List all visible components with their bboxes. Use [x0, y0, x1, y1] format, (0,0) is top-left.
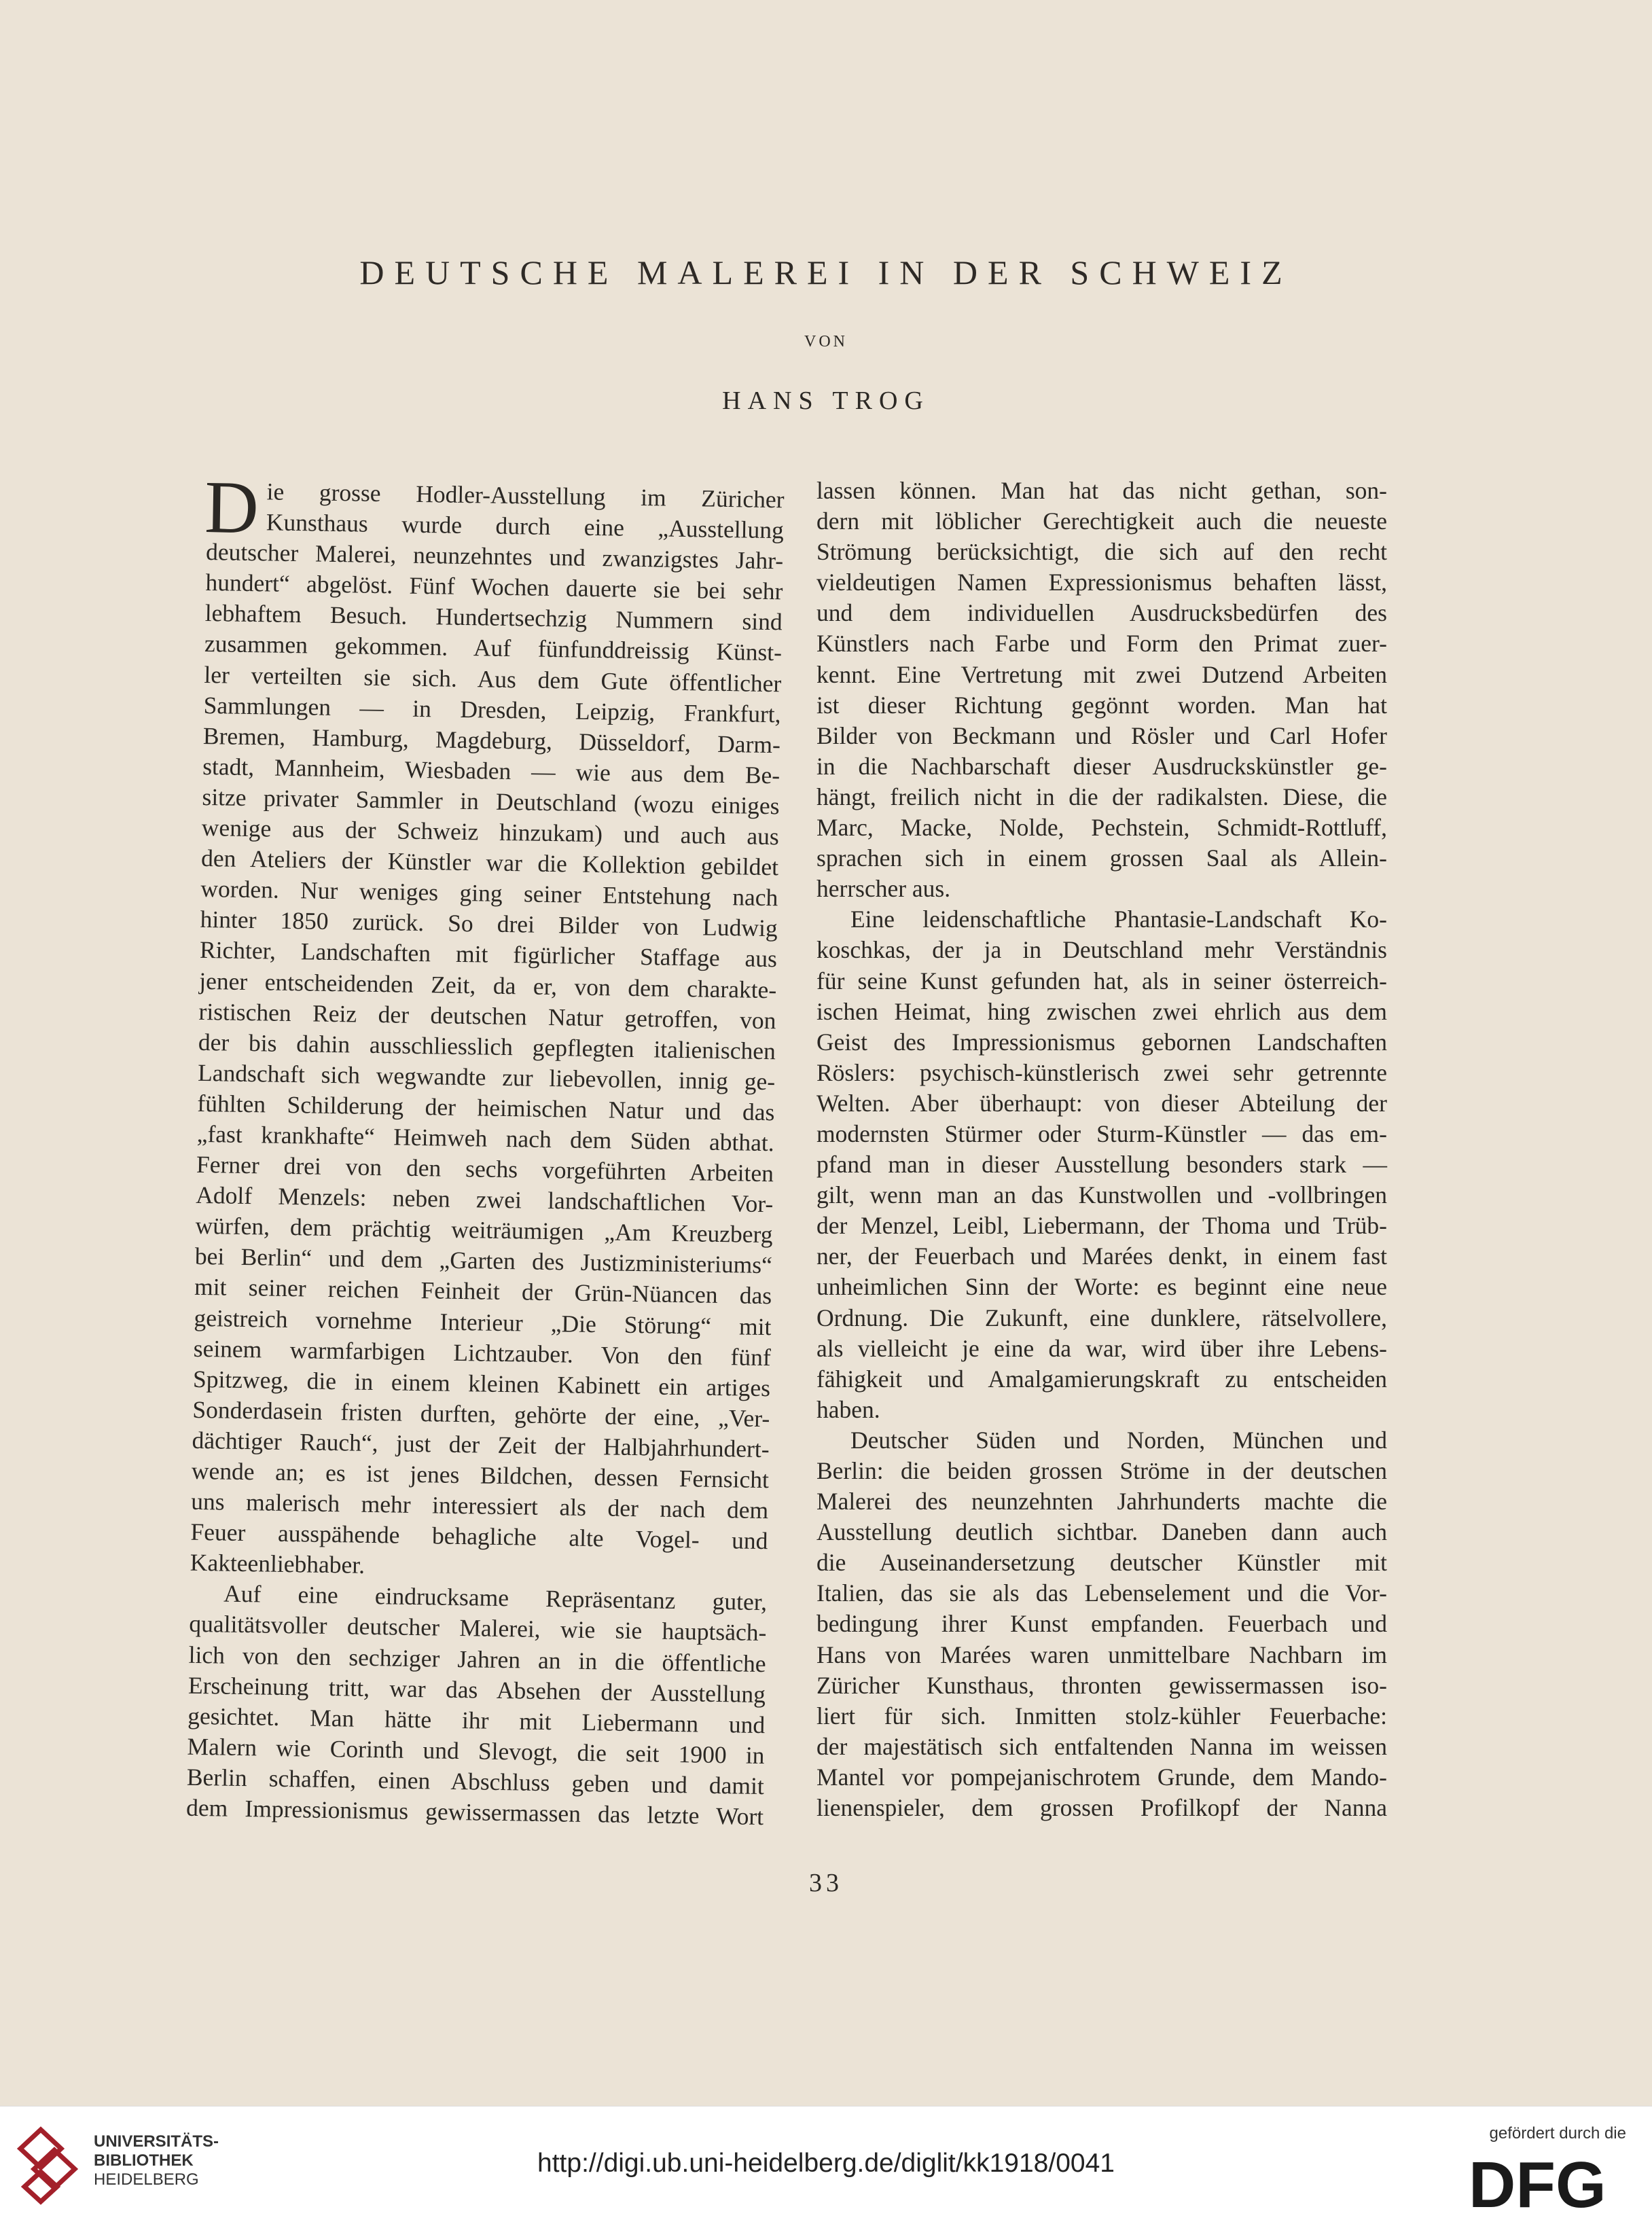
left-column-line: lich von den sechziger Jahren an in die öffentliche	[188, 1641, 766, 1677]
right-column-line: Geist des Impressionismus gebornen Landschaften	[816, 1028, 1387, 1056]
library-name-line1: UNIVERSITÄTS-	[94, 2132, 219, 2151]
library-name-line3: HEIDELBERG	[94, 2170, 199, 2189]
digitization-footer	[0, 2106, 1652, 2222]
left-column-line: Sonderdasein fristen durften, gehörte der eine, „Ver-	[192, 1395, 770, 1432]
left-column-line: deutscher Malerei, neunzehntes und zwanzigstes Jahr-	[205, 538, 784, 575]
right-column-line: Röslers: psychisch-künstlerisch zwei sehr getrennte	[816, 1058, 1387, 1086]
author-name: HANS TROG	[722, 387, 930, 415]
right-column-line: der Menzel, Leibl, Liebermann, der Thoma und Trüb-	[816, 1212, 1387, 1240]
right-column-line: ischen Heimat, hing zwischen zwei ehrlich aus dem	[816, 997, 1387, 1025]
left-column-line: Bremen, Hamburg, Magdeburg, Düsseldorf, Darm-	[202, 721, 781, 759]
funding-label: gefördert durch die	[1489, 2124, 1626, 2143]
left-column-line: dem Impressionismus gewissermassen das letzte Wort	[185, 1793, 764, 1831]
left-column-line: sitze privater Sammler in Deutschland (wozu einiges	[202, 783, 780, 820]
left-column-line: Feuer ausspähende behagliche alte Vogel- und	[190, 1518, 768, 1555]
right-column-line: Italien, das sie als das Lebenselement und die Vor-	[816, 1579, 1387, 1607]
right-column-line: lassen können. Man hat das nicht gethan, son-	[816, 477, 1387, 504]
left-column-line: gesichtet. Man hätte ihr mit Liebermann und	[187, 1702, 766, 1738]
right-column-line: Eine leidenschaftliche Phantasie-Landschaft Ko-	[850, 906, 1387, 933]
left-column-line: Kunsthaus wurde durch eine „Ausstellung	[266, 508, 785, 544]
left-column-line: dächtiger Rauch“, just der Zeit der Halbjahrhundert-	[192, 1426, 770, 1463]
right-column-line: und dem individuellen Ausdrucksbedürfen des	[816, 599, 1387, 627]
right-column-line: Malerei des neunzehnten Jahrhunderts machte die	[816, 1488, 1387, 1516]
right-column-line: lienenspieler, dem grossen Profilkopf der Nanna	[816, 1794, 1387, 1822]
right-column-line: ner, der Feuerbach und Marées denkt, in einem fast	[816, 1242, 1387, 1270]
left-column-line: uns malerisch mehr interessiert als der nach dem	[190, 1487, 769, 1524]
left-column-line: Erscheinung tritt, war das Absehen der Ausstellung	[187, 1671, 766, 1708]
left-column-line: fühlten Schilderung der heimischen Natur und das	[197, 1089, 775, 1126]
right-column-line: gilt, wenn man an das Kunstwollen und -vollbringen	[816, 1181, 1387, 1209]
right-column-line: dern mit löblicher Gerechtigkeit auch die neueste	[816, 507, 1387, 535]
left-column-line: Adolf Menzels: neben zwei landschaftlichen Vor-	[196, 1181, 774, 1218]
permalink-url[interactable]: http://digi.ub.uni-heidelberg.de/diglit/kk1918/0041	[537, 2149, 1115, 2178]
left-column-line: seinem warmfarbigen Lichtzauber. Von den fünf	[193, 1334, 772, 1371]
right-column-line: vieldeutigen Namen Expressionismus behaften lässt,	[816, 569, 1387, 596]
right-column-line: hängt, freilich nicht in die der radikalsten. Diese, die	[816, 783, 1387, 810]
page-number: 33	[809, 1869, 843, 1897]
left-column-line: ler verteilten sie sich. Aus dem Gute öffentlicher	[204, 660, 782, 697]
left-column-line: „fast krankhafte“ Heimweh nach dem Süden abthat.	[196, 1119, 774, 1157]
right-column-line: die Auseinandersetzung deutscher Künstler mit	[816, 1549, 1387, 1577]
left-column-line: der bis dahin ausschliesslich gepflegten italienischen	[198, 1028, 776, 1064]
right-column-line: pfand man in dieser Ausstellung besonders stark —	[816, 1151, 1387, 1179]
right-column-line: liert für sich. Inmitten stolz-kühler Feuerbache:	[816, 1702, 1387, 1730]
article-title: DEUTSCHE MALEREI IN DER SCHWEIZ	[359, 253, 1293, 291]
left-column-line: stadt, Mannheim, Wiesbaden — wie aus dem Be-	[202, 752, 780, 789]
right-column-line: Berlin: die beiden grossen Ströme in der deutschen	[816, 1457, 1387, 1484]
right-column-line: herrscher aus.	[816, 875, 951, 903]
byline-prefix: VON	[804, 333, 848, 351]
right-text-column	[816, 476, 1387, 1823]
left-column-line: hundert“ abgelöst. Fünf Wochen dauerte sie bei sehr	[205, 569, 783, 605]
right-column-line: für seine Kunst gefunden hat, als in seiner österreich-	[816, 967, 1387, 994]
right-column-line: Mantel vor pompejanischrotem Grunde, dem Mando-	[816, 1763, 1387, 1791]
left-column-line: Landschaft sich wegwandte zur liebevollen, innig ge-	[197, 1058, 776, 1096]
left-column-line: qualitätsvoller deutscher Malerei, wie sie hauptsäch-	[189, 1610, 767, 1647]
right-column-line: Ordnung. Die Zukunft, eine dunklere, rätselvollere,	[816, 1304, 1387, 1331]
right-column-line: Ausstellung deutlich sichtbar. Daneben dann auch	[816, 1518, 1387, 1546]
left-column-line: Kakteenliebhaber.	[190, 1549, 365, 1579]
right-column-line: modernsten Stürmer oder Sturm-Künstler — das em-	[816, 1119, 1387, 1147]
left-column-line: hinter 1850 zurück. So drei Bilder von Ludwig	[200, 906, 778, 942]
dfg-logo	[1469, 2151, 1625, 2212]
right-column-line: Marc, Macke, Nolde, Pechstein, Schmidt-Rottluff,	[816, 814, 1387, 842]
right-column-line: in die Nachbarschaft dieser Ausdruckskünstler ge-	[816, 752, 1387, 780]
left-column-line: ristischen Reiz der deutschen Natur getroffen, von	[198, 997, 776, 1034]
library-name-line2: BIBLIOTHEK	[94, 2151, 194, 2170]
left-column-line: zusammen gekommen. Auf fünfunddreissig Künst-	[204, 630, 783, 666]
left-column-line: Sammlungen — in Dresden, Leipzig, Frankfurt,	[203, 691, 781, 728]
right-column-line: unheimlichen Sinn der Worte: es beginnt eine neue	[816, 1273, 1387, 1301]
left-column-line: worden. Nur weniges ging seiner Entstehung nach	[200, 875, 778, 912]
right-column-line: Strömung berücksichtigt, die sich auf den recht	[816, 538, 1387, 566]
left-column-line: den Ateliers der Künstler war die Kollektion gebildet	[200, 844, 779, 881]
right-column-line: Züricher Kunsthaus, thronten gewissermassen iso-	[816, 1671, 1387, 1699]
left-column-line: Ferner drei von den sechs vorgeführten Arbeiten	[196, 1150, 774, 1187]
drop-cap: D	[204, 465, 259, 550]
left-column-line: wende an; es ist jenes Bildchen, dessen Fernsicht	[191, 1456, 770, 1494]
right-column-line: koschkas, der ja in Deutschland mehr Verständnis	[816, 936, 1387, 964]
right-column-line: der majestätisch sich entfaltenden Nanna im weissen	[816, 1732, 1387, 1760]
right-column-line: Deutscher Süden und Norden, München und	[850, 1426, 1387, 1454]
left-column-line: lebhaftem Besuch. Hundertsechzig Nummern sind	[204, 599, 783, 636]
left-column-line: wenige aus der Schweiz hinzukam) und auch aus	[201, 813, 780, 850]
right-column-line: bedingung ihrer Kunst empfanden. Feuerbach und	[816, 1610, 1387, 1638]
right-column-line: Hans von Marées waren unmittelbare Nachbarn im	[816, 1641, 1387, 1668]
left-column-line: Malern wie Corinth und Slevogt, die seit 1900 in	[187, 1732, 765, 1769]
dfg-logo-text: DFG	[1469, 2151, 1606, 2212]
left-text-column	[185, 465, 785, 1832]
left-column-line: Spitzweg, die in einem kleinen Kabinett ein artiges	[192, 1365, 771, 1401]
left-column-line: geistreich vornehme Interieur „Die Störung“ mit	[194, 1304, 772, 1340]
left-column-line: ie grosse Hodler-Ausstellung im Züricher	[266, 478, 785, 514]
right-column-line: als vielleicht je eine da war, wird über ihre Lebens-	[816, 1334, 1387, 1362]
right-column-line: Bilder von Beckmann und Rösler und Carl Hofer	[816, 721, 1387, 749]
left-column-line: Richter, Landschaften mit figürlicher Staffage aus	[199, 936, 778, 973]
right-column-line: ist dieser Richtung gegönnt worden. Man hat	[816, 691, 1387, 719]
right-column-line: fähigkeit und Amalgamierungskraft zu entscheiden	[816, 1365, 1387, 1393]
left-column-line: mit seiner reichen Feinheit der Grün-Nüancen das	[194, 1273, 772, 1310]
right-column-line: Künstlers nach Farbe und Form den Primat zuer-	[816, 630, 1387, 658]
right-column-line: Welten. Aber überhaupt: von dieser Abteilung der	[816, 1089, 1387, 1117]
left-column-line: jener entscheidenden Zeit, da er, von dem charakte-	[199, 967, 777, 1003]
right-column-line: haben.	[816, 1395, 880, 1423]
left-column-line: Berlin schaffen, einen Abschluss geben und damit	[186, 1763, 765, 1800]
left-column-line: bei Berlin“ und dem „Garten des Justizministeriums“	[194, 1242, 773, 1279]
right-column-line: kennt. Eine Vertretung mit zwei Dutzend Arbeiten	[816, 660, 1387, 688]
right-column-line: sprachen sich in einem grossen Saal als Allein-	[816, 844, 1387, 872]
left-column-line: Auf eine eindrucksame Repräsentanz guter,	[223, 1579, 768, 1616]
left-column-line: würfen, dem prächtig weiträumigen „Am Kreuzberg	[195, 1212, 773, 1249]
